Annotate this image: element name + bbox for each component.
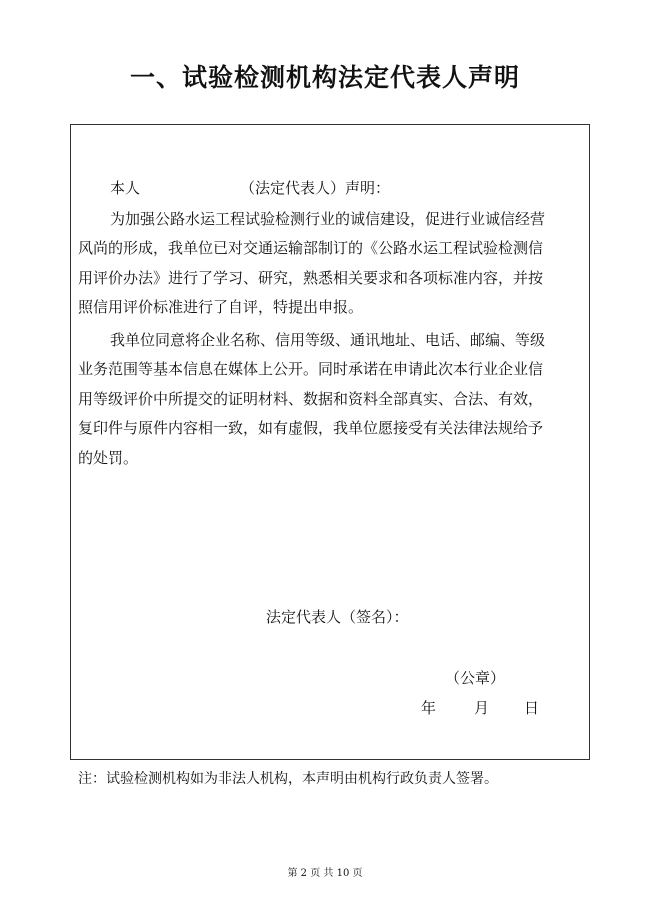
date-year: 年	[421, 699, 437, 717]
date-day: 日	[524, 699, 540, 717]
signature-label: 法定代表人（签名）：	[266, 608, 409, 626]
paragraph-2-line-1: 我单位同意将企业名称、信用等级、通讯地址、电话、邮编、等级	[110, 331, 546, 349]
footnote: 注：试验检测机构如为非法人机构，本声明由机构行政负责人签署。	[78, 771, 498, 787]
declaration-subject: 本人	[110, 179, 141, 197]
paragraph-1-line-4: 照信用评价标准进行了自评，特提出申报。	[78, 298, 364, 316]
page-number: 第 2 页 共 10 页	[287, 868, 363, 879]
seal-label: （公章）	[445, 669, 506, 687]
paragraph-1-line-3: 用评价办法》进行了学习、研究，熟悉相关要求和各项标准内容，并按	[78, 269, 544, 287]
date-month: 月	[474, 699, 490, 717]
paragraph-2-line-2: 业务范围等基本信息在媒体上公开。同时承诺在申请此次本行业企业信	[78, 360, 544, 378]
declaration-role: （法定代表人）声明：	[240, 179, 391, 197]
paragraph-2-line-3: 用等级评价中所提交的证明材料、数据和资料全部真实、合法、有效，	[78, 390, 544, 408]
page-title: 一、试验检测机构法定代表人声明	[129, 63, 520, 92]
paragraph-2-line-5: 的处罚。	[78, 449, 139, 467]
paragraph-1-line-1: 为加强公路水运工程试验检测行业的诚信建设，促进行业诚信经营	[110, 210, 546, 228]
paragraph-1-line-2: 风尚的形成，我单位已对交通运输部制订的《公路水运工程试验检测信	[78, 239, 544, 257]
paragraph-2-line-4: 复印件与原件内容相一致，如有虚假，我单位愿接受有关法律法规给予	[78, 419, 544, 437]
